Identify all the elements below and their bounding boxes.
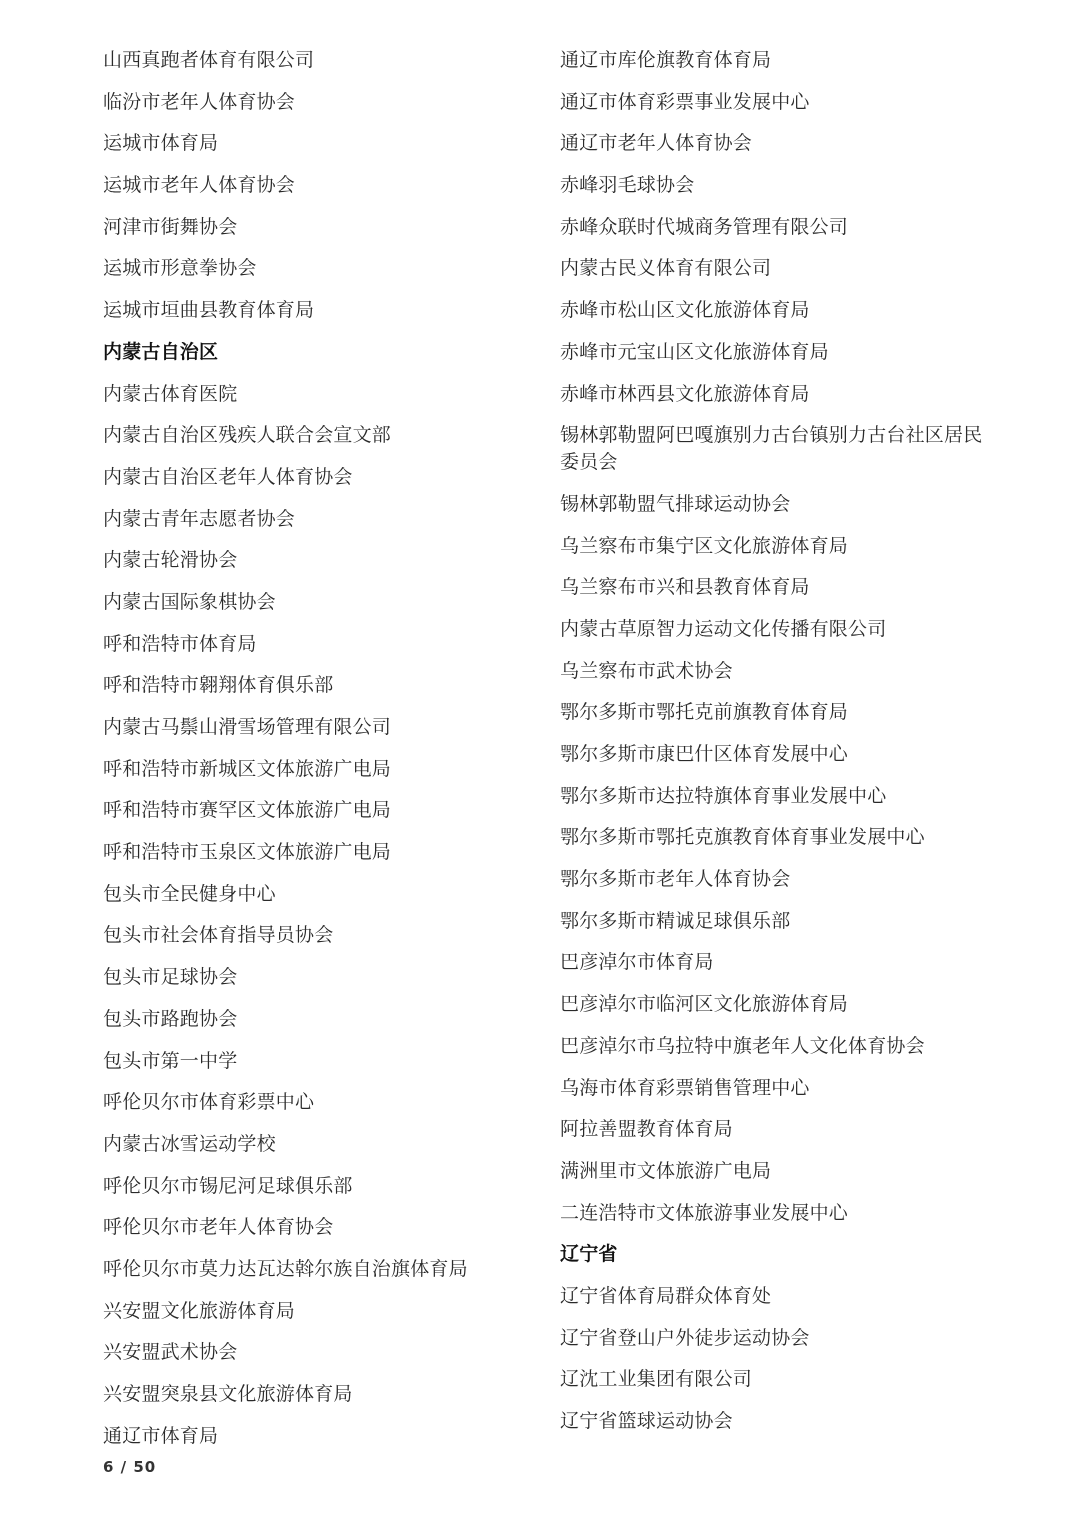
organization-entry: 辽宁省登山户外徒步运动协会: [560, 1326, 810, 1349]
organization-entry: 巴彦淖尔市临河区文化旅游体育局: [560, 993, 849, 1016]
organization-entry: 呼和浩特市新城区文体旅游广电局: [103, 757, 392, 780]
organization-entry: 内蒙古民义体育有限公司: [560, 257, 772, 280]
organization-entry: 赤峰众联时代城商务管理有限公司: [560, 215, 849, 238]
organization-entry: 锡林郭勒盟气排球运动协会: [560, 492, 791, 515]
organization-entry: 运城市形意拳协会: [103, 257, 257, 280]
organization-entry: 内蒙古体育医院: [103, 382, 238, 405]
province-heading: 辽宁省: [560, 1243, 618, 1266]
organization-entry: 兴安盟文化旅游体育局: [103, 1299, 296, 1322]
organization-entry: 辽宁省体育局群众体育处: [560, 1284, 772, 1307]
organization-entry: 内蒙古自治区老年人体育协会: [103, 465, 353, 488]
organization-entry: 呼伦贝尔市体育彩票中心: [103, 1091, 315, 1114]
organization-entry: 赤峰市松山区文化旅游体育局: [560, 299, 810, 322]
organization-entry: 赤峰市元宝山区文化旅游体育局: [560, 340, 829, 363]
organization-entry: 乌兰察布市集宁区文化旅游体育局: [560, 534, 849, 557]
organization-entry: 运城市体育局: [103, 132, 219, 155]
organization-entry: 乌兰察布市兴和县教育体育局: [560, 576, 810, 599]
organization-entry: 呼和浩特市赛罕区文体旅游广电局: [103, 799, 392, 822]
organization-entry: 鄂尔多斯市精诚足球俱乐部: [560, 909, 791, 932]
organization-entry: 包头市社会体育指导员协会: [103, 924, 334, 947]
right-column: [560, 47, 990, 1450]
organization-entry: 通辽市体育彩票事业发展中心: [560, 90, 810, 113]
organization-entry: 临汾市老年人体育协会: [103, 90, 296, 113]
organization-entry: 呼和浩特市玉泉区文体旅游广电局: [103, 841, 392, 864]
organization-entry: 鄂尔多斯市康巴什区体育发展中心: [560, 743, 849, 765]
organization-entry: 乌兰察布市武术协会: [560, 659, 733, 682]
organization-entry: 包头市足球协会: [103, 966, 238, 989]
organization-entry: 鄂尔多斯市达拉特旗体育事业发展中心: [560, 784, 887, 807]
organization-entry: 呼和浩特市翱翔体育俱乐部: [103, 674, 334, 697]
organization-entry: 鄂尔多斯市鄂托克旗教育体育事业发展中心: [560, 826, 925, 849]
organization-entry: 包头市第一中学: [103, 1049, 238, 1072]
organization-entry: 呼伦贝尔市老年人体育协会: [103, 1216, 334, 1239]
organization-entry: 阿拉善盟教育体育局: [560, 1118, 733, 1141]
organization-entry: 呼和浩特市体育局: [103, 632, 257, 655]
organization-entry: 呼伦贝尔市莫力达瓦达斡尔族自治旗体育局: [103, 1257, 468, 1280]
organization-entry: 锡林郭勒盟阿巴嘎旗别力古台镇别力古台社区居民委员会: [560, 424, 983, 474]
organization-entry: 赤峰市林西县文化旅游体育局: [560, 382, 810, 405]
organization-entry: 内蒙古国际象棋协会: [103, 590, 276, 613]
organization-entry: 辽沈工业集团有限公司: [560, 1368, 753, 1391]
organization-entry: 赤峰羽毛球协会: [560, 174, 695, 197]
organization-entry: 山西真跑者体育有限公司: [103, 49, 315, 71]
page-number: 6 / 50: [103, 1458, 157, 1476]
organization-entry: 内蒙古冰雪运动学校: [103, 1132, 276, 1155]
organization-entry: 兴安盟武术协会: [103, 1341, 238, 1364]
organization-entry: 河津市街舞协会: [103, 215, 238, 238]
organization-entry: 内蒙古轮滑协会: [103, 549, 238, 572]
organization-entry: 内蒙古自治区残疾人联合会宣文部: [103, 424, 392, 447]
organization-entry: 内蒙古青年志愿者协会: [103, 507, 296, 530]
organization-entry: 巴彦淖尔市乌拉特中旗老年人文化体育协会: [560, 1034, 925, 1057]
organization-entry: 运城市垣曲县教育体育局: [103, 299, 315, 322]
organization-entry: 呼伦贝尔市锡尼河足球俱乐部: [103, 1174, 353, 1197]
organization-entry: 巴彦淖尔市体育局: [560, 951, 714, 974]
organization-entry: 鄂尔多斯市鄂托克前旗教育体育局: [560, 701, 849, 724]
organization-entry: 通辽市体育局: [103, 1424, 219, 1447]
organization-entry: 包头市全民健身中心: [103, 882, 276, 905]
organization-entry: 兴安盟突泉县文化旅游体育局: [103, 1383, 353, 1405]
organization-entry: 满洲里市文体旅游广电局: [560, 1159, 772, 1182]
left-column: [103, 47, 543, 1464]
organization-entry: 内蒙古草原智力运动文化传播有限公司: [560, 617, 887, 640]
organization-entry: 二连浩特市文体旅游事业发展中心: [560, 1201, 849, 1224]
organization-entry: 通辽市老年人体育协会: [560, 132, 753, 155]
organization-entry: 运城市老年人体育协会: [103, 174, 296, 197]
organization-entry: 包头市路跑协会: [103, 1007, 238, 1030]
organization-entry: 辽宁省篮球运动协会: [560, 1410, 733, 1432]
organization-entry: 乌海市体育彩票销售管理中心: [560, 1076, 810, 1099]
organization-entry: 通辽市库伦旗教育体育局: [560, 49, 772, 71]
province-heading: 内蒙古自治区: [103, 340, 219, 363]
organization-entry: 鄂尔多斯市老年人体育协会: [560, 868, 791, 891]
organization-entry: 内蒙古马鬃山滑雪场管理有限公司: [103, 716, 392, 738]
